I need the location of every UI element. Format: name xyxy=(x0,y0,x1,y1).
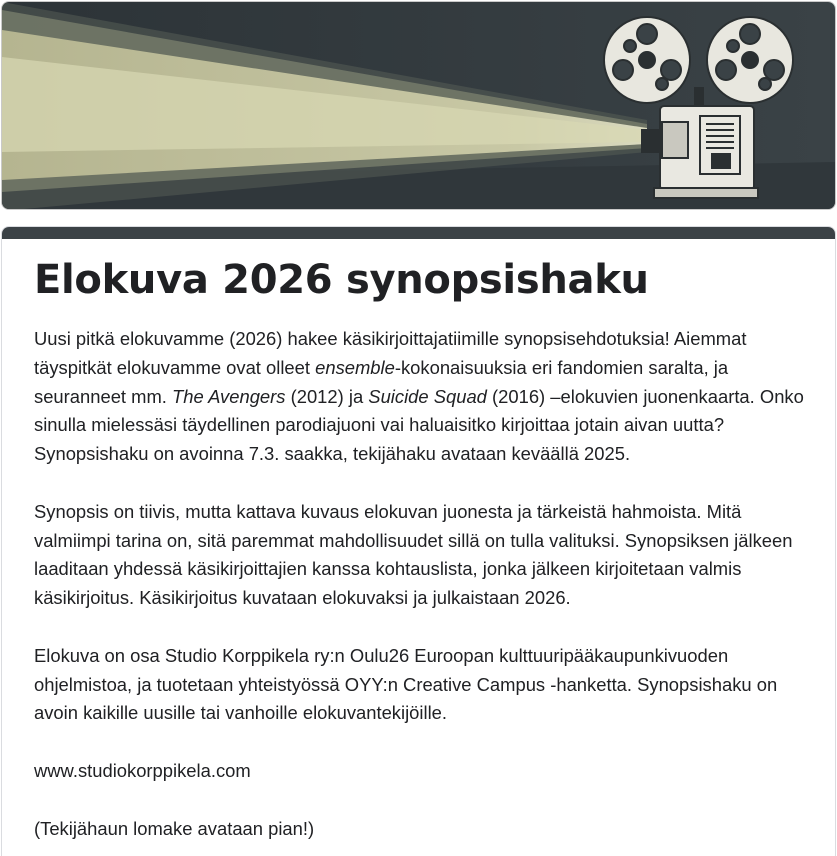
description-text: (2012) ja xyxy=(285,385,369,407)
form-title: Elokuva 2026 synopsishaku xyxy=(34,257,649,303)
description-paragraph-3: Elokuva on osa Studio Korppikela ry:n Oulu26 Euroopan kulttuuripääkaupunkivuoden ohjelmistoa, ja tuotetaan yhteistyössä OYY:n Creative Campus -hanketta. Synopsishaku on avoin kaikille uusille tai vanhoille elokuvantekijöille. xyxy=(34,644,778,724)
description-emphasis: ensemble xyxy=(315,356,395,378)
description-emphasis: Suicide Squad xyxy=(368,385,487,407)
form-note: (Tekijähaun lomake avataan pian!) xyxy=(34,817,315,839)
description-text: (2016) –elokuvien juonenkaarta. Onko sinulla mielessäsi täydellinen parodiajuoni vai haluaisitko kirjoittaa jotain aivan uutta? Synopsishaku on avoinna 7.3. saakka, tekijähaku avataan keväällä 2025. xyxy=(34,385,804,465)
form-description xyxy=(34,325,814,856)
card-accent-bar xyxy=(2,227,835,239)
description-text: Uusi pitkä elokuvamme (2026) hakee käsikirjoittajatiimille synopsisehdotuksia! Aiemmat täyspitkät elokuvamme ovat olleet xyxy=(34,328,747,378)
description-text: -kokonaisuuksia eri fandomien saralta, ja seuranneet mm. xyxy=(34,356,729,407)
description-paragraph-1 xyxy=(34,325,814,469)
description-paragraph-2: Synopsis on tiivis, mutta kattava kuvaus elokuvan juonesta ja tärkeistä hahmoista. Mitä valmiimpi tarina on, sitä paremmat mahdollisuudet sillä on tulla valituksi. Synopsiksen jälkeen laaditaan yhdessä käsikirjoittajien kanssa kohtauslista, jonka jälkeen kirjoitetaan valmis käsikirjoitus. Käsikirjoitus kuvataan elokuvaksi ja julkaistaan 2026. xyxy=(34,500,793,609)
header-banner xyxy=(1,1,836,210)
description-emphasis: The Avengers xyxy=(172,385,286,407)
form-header-card xyxy=(1,226,836,856)
website-text: www.studiokorppikela.com xyxy=(34,759,251,781)
film-projector-icon xyxy=(2,2,836,210)
